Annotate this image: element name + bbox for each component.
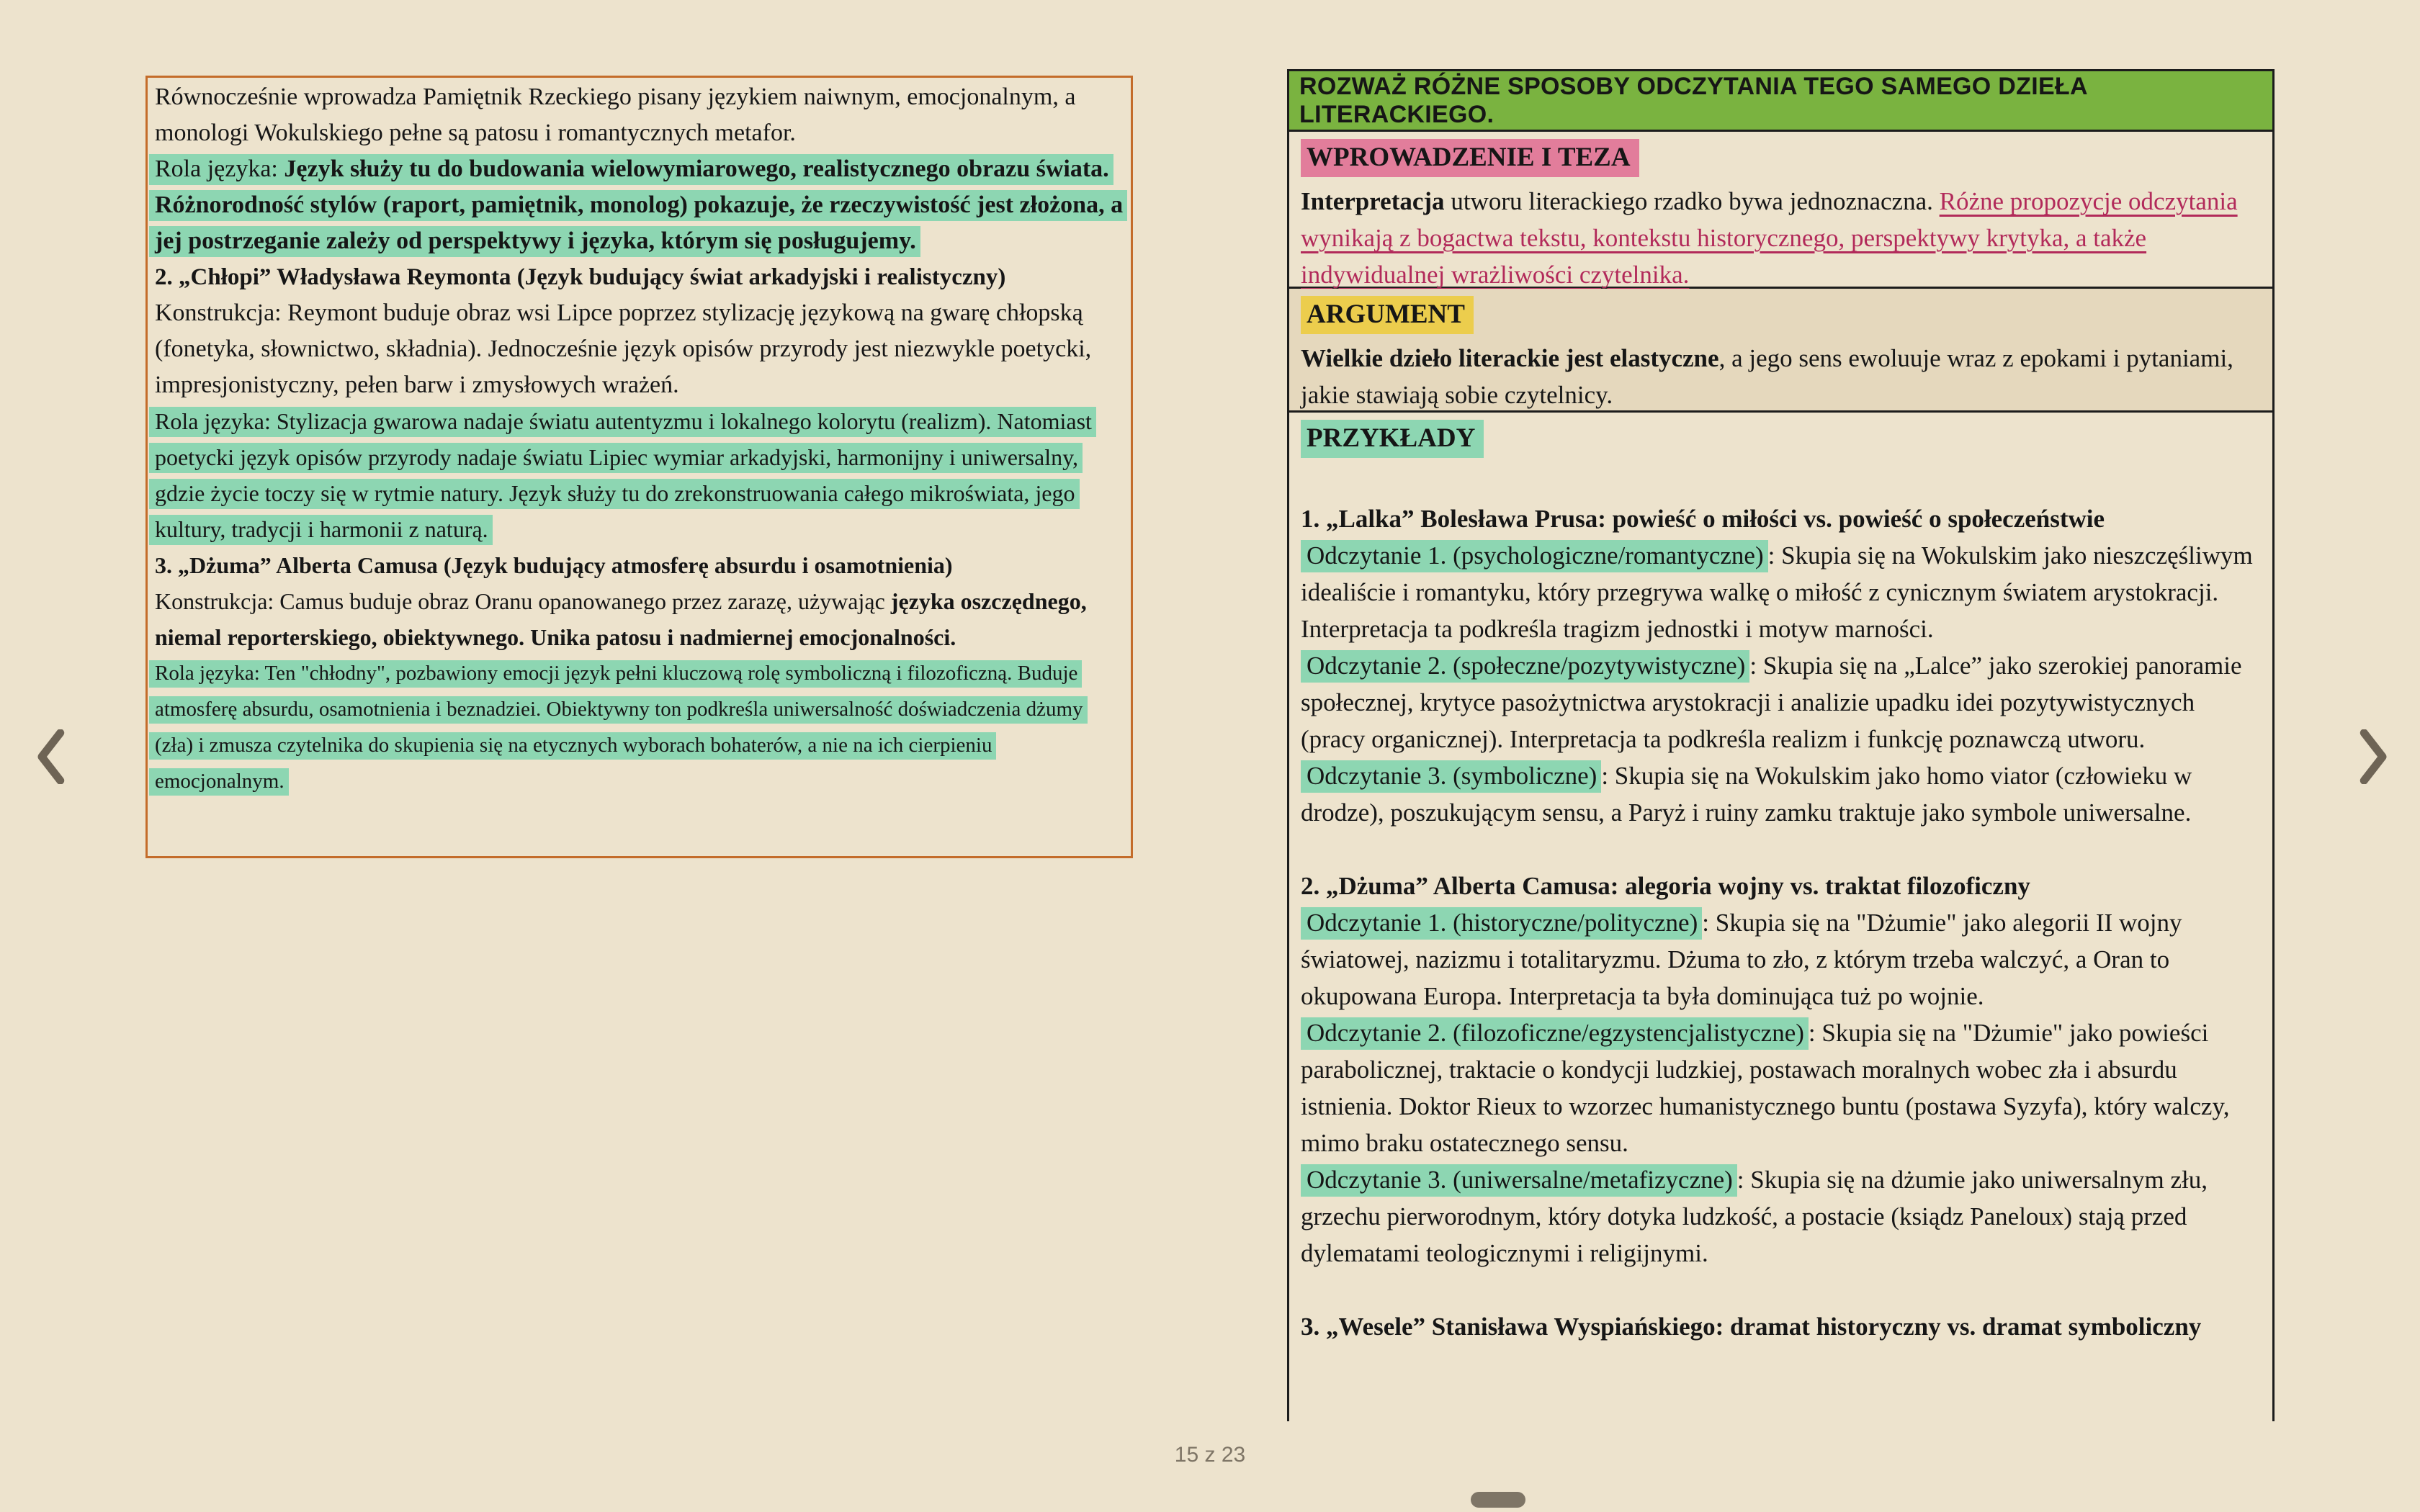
text-run: Interpretacja xyxy=(1301,187,1445,215)
example-2-reading-2 xyxy=(1301,1014,2261,1161)
highlighted-text: Odczytanie 2. (społeczne/pozytywistyczne) xyxy=(1301,650,1749,683)
next-page-button[interactable] xyxy=(2349,717,2400,796)
text-run: Wielkie dzieło literackie jest elastyczne xyxy=(1301,344,1719,372)
example-2-heading xyxy=(1301,868,2261,904)
text-run: : Skupia się na dżumie jako uniwersalnym złu, grzechu pierworodnym, który dotyka ludzkość, a postacie (ksiądz Paneloux) stają przed dylematami teologicznymi i religijnymi. xyxy=(1301,1166,2208,1267)
chlopi-construction-paragraph xyxy=(155,295,1125,403)
text-run: Konstrukcja: Reymont buduje obraz wsi Lipce poprzez stylizację językową na gwarę chłopską (fonetyka, słownictwo, składnia). Jednocześnie język opisów przyrody jest niezwykle poetycki, impresjonistyczny, pełen barw i zmysłowych wrażeń. xyxy=(155,300,1092,398)
example-2-reading-1 xyxy=(1301,904,2261,1014)
example-1-reading-1 xyxy=(1301,537,2261,647)
inline-link[interactable]: Różne propozycje odczytania wynikają z bogactwa tekstu, kontekstu historycznego, perspektywy krytyka, a także indywidualnej wrażliwości czytelnika. xyxy=(1301,187,2238,289)
text-run: : Skupia się na "Dżumie" jako alegorii II wojny światowej, nazizmu i totalitaryzmu. Dżuma to zło, z którym trzeba walczyć, a Oran to okupowana Europa. Interpretacja ta była dominująca tuż po wojnie. xyxy=(1301,909,2182,1010)
text-run: 3. „Dżuma” Alberta Camusa (Język budujący atmosferę absurdu i osamotnienia) xyxy=(155,552,953,578)
prev-page-button[interactable] xyxy=(24,717,75,796)
highlighted-passage xyxy=(149,407,1096,545)
text-run: : Skupia się na "Dżumie" jako powieści parabolicznej, traktacie o kondycji ludzkiej, postawach moralnych wobec zła i absurdu istnienia. Doktor Rieux to wzorzec humanistycznego buntu (postawa Syzyfa), który walczy, mimo braku ostatecznego sensu. xyxy=(1301,1019,2230,1157)
dzuma-construction-paragraph xyxy=(155,583,1125,655)
text-run: 2. „Dżuma” Alberta Camusa: alegoria wojny vs. traktat filozoficzny xyxy=(1301,872,2030,900)
chlopi-role-highlight xyxy=(155,403,1125,547)
home-indicator[interactable] xyxy=(1471,1492,1525,1508)
dzuma-heading xyxy=(155,547,1125,583)
argument-paragraph xyxy=(1301,340,2261,413)
examples-section xyxy=(1289,413,2272,1421)
prompt-title: ROZWAŻ RÓŻNE SPOSOBY ODCZYTANIA TEGO SAMEGO DZIEŁA LITERACKIEGO. xyxy=(1299,72,2087,128)
example-3-heading xyxy=(1301,1308,2261,1345)
text-run: języka oszczędnego, niemal reporterskiego, obiektywnego. Unika patosu i nadmiernej emocjonalności. xyxy=(155,588,1087,650)
highlighted-text: Odczytanie 1. (historyczne/polityczne) xyxy=(1301,907,1702,940)
highlighted-text: Odczytanie 3. (symboliczne) xyxy=(1301,760,1601,793)
highlighted-text: Odczytanie 1. (psychologiczne/romantyczne) xyxy=(1301,540,1768,572)
blank-line xyxy=(1301,1272,2261,1308)
text-run: 2. „Chłopi” Władysława Reymonta (Język budujący świat arkadyjski i realistyczny) xyxy=(155,264,1006,290)
blank-line xyxy=(1301,831,2261,868)
highlighted-passage xyxy=(149,660,1088,796)
highlighted-passage xyxy=(149,154,1127,257)
text-run: : Skupia się na Wokulskim jako homo viator (człowieku w drodze), poszukującym sensu, a Paryż i ruiny zamku traktuje jako symbole uniwersalne. xyxy=(1301,762,2192,827)
text-run: Rola języka: Ten "chłodny", pozbawiony emocji język pełni kluczową rolę symboliczną i filozoficzną. Buduje atmosferę absurdu, osamotnienia i beznadziei. Obiektywny ton podkreśla uniwersalność doświadczenia dżumy (zła) i zmusza czytelnika do skupienia się na etycznych wyborach bohaterów, a nie na ich cierpieniu emocjonalnym. xyxy=(155,662,1083,793)
left-note-card xyxy=(145,76,1133,858)
example-1-heading xyxy=(1301,500,2261,537)
dzuma-role-highlight xyxy=(155,655,1125,799)
text-run: utworu literackiego rzadko bywa jednoznaczna. xyxy=(1444,187,1940,215)
text-run: 3. „Wesele” Stanisława Wyspiańskiego: dramat historyczny vs. dramat symboliczny xyxy=(1301,1313,2202,1341)
text-run: Rola języka: Stylizacja gwarowa nadaje światu autentyzmu i lokalnego kolorytu (realizm). Natomiast poetycki język opisów przyrody nadaje światu Lipiec wymiar arkadyjski, harmonijny i uniwersalny, gdzie życie toczy się w rytmie natury. Język służy tu do zrekonstruowania całego mikroświata, jego kultury, tradycji i harmonii z naturą. xyxy=(155,408,1092,542)
example-1-reading-2 xyxy=(1301,647,2261,757)
section-heading-przyklady: PRZYKŁADY xyxy=(1301,420,1484,458)
lalka-language-paragraph xyxy=(155,79,1125,151)
example-1-reading-3 xyxy=(1301,757,2261,831)
text-run: Język służy tu do budowania wielowymiarowego, realistycznego obrazu świata. Różnorodność stylów (raport, pamiętnik, monolog) pokazuje, że rzeczywistość jest złożona, a jej postrzeganie zależy od perspektywy i języka, którym się posługujemy. xyxy=(155,156,1124,254)
text-run: : Skupia się na „Lalce” jako szerokiej panoramie społecznej, krytyce pasożytnictwa arystokracji i analizie upadku idei pozytywistycznych (pracy organicznej). Interpretacja ta podkreśla realizm i funkcję poznawczą utworu. xyxy=(1301,652,2242,753)
section-heading-argument: ARGUMENT xyxy=(1301,296,1474,334)
example-2-reading-3 xyxy=(1301,1161,2261,1272)
chevron-right-icon xyxy=(2358,729,2391,784)
argument-section xyxy=(1289,289,2272,413)
section-heading-wprowadzenie: WPROWADZENIE I TEZA xyxy=(1301,139,1639,177)
intro-section xyxy=(1289,132,2272,289)
highlighted-text: Odczytanie 2. (filozoficzne/egzystencjalistyczne) xyxy=(1301,1017,1809,1050)
text-run: Rola języka: xyxy=(155,156,284,182)
chevron-left-icon xyxy=(33,729,66,784)
right-note-card xyxy=(1287,69,2275,1421)
blank-line xyxy=(1301,464,2261,500)
prompt-title-bar xyxy=(1289,71,2272,132)
text-run: , a jego sens ewoluuje wraz z epokami i pytaniami, jakie stawiają sobie czytelnicy. xyxy=(1301,344,2233,409)
chlopi-heading xyxy=(155,259,1125,295)
text-run: 1. „Lalka” Bolesława Prusa: powieść o miłości vs. powieść o społeczeństwie xyxy=(1301,505,2105,533)
examples-body xyxy=(1301,464,2261,1345)
intro-paragraph xyxy=(1301,183,2261,293)
text-run: Konstrukcja: Camus buduje obraz Oranu opanowanego przez zarazę, używając xyxy=(155,588,891,614)
page-indicator: 15 z 23 xyxy=(1174,1443,1246,1467)
text-run: Równocześnie wprowadza Pamiętnik Rzeckiego pisany językiem naiwnym, emocjonalnym, a monologi Wokulskiego pełne są patosu i romantycznych metafor. xyxy=(155,84,1076,146)
highlighted-text: Odczytanie 3. (uniwersalne/metafizyczne) xyxy=(1301,1164,1737,1197)
text-run: : Skupia się na Wokulskim jako nieszczęśliwym idealiście i romantyku, który przegrywa walkę o miłość z cynicznym światem arystokracji. Interpretacja ta podkreśla tragizm jednostki i motyw marności. xyxy=(1301,541,2253,643)
lalka-role-highlight xyxy=(155,151,1125,259)
